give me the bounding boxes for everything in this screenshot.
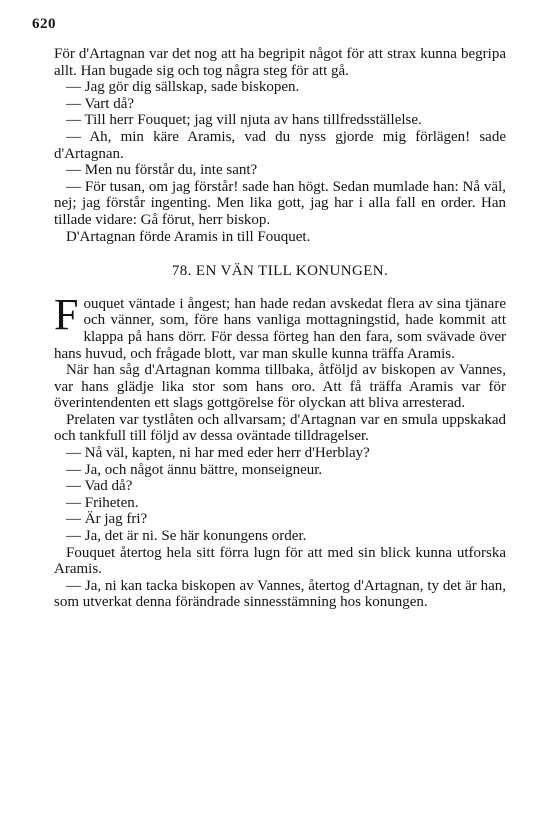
dialogue-line: — Nå väl, kapten, ni har med eder herr d'Herblay? <box>66 445 370 462</box>
dialogue-line: — Jag gör dig sällskap, sade biskopen. <box>66 79 300 96</box>
dialogue-line: — För tusan, om jag förstår! sade han högt. Sedan mumlade han: Nå väl, nej; jag förstår ingenting. Men lika gott, jag har i alla fall en order. Han tillade vidare: Gå förut, herr biskop. <box>54 178 506 228</box>
dialogue-line: — Friheten. <box>66 494 139 511</box>
dialogue-line: — Är jag fri? <box>66 511 148 528</box>
drop-cap: F <box>54 289 79 339</box>
dialogue-line: — Ja, ni kan tacka biskopen av Vannes, återtog d'Artagnan, ty det är han, som utverkat denna förändrade sinnesstämning hos konungen. <box>54 577 506 611</box>
chapter-heading: 78. EN VÄN TILL KONUNGEN. <box>171 263 389 280</box>
paragraph: Prelaten var tystlåten och allvarsam; d'Artagnan var en smula uppskakad och tankfull till följd av dessa oväntade tilldragelser. <box>54 411 506 445</box>
paragraph: D'Artagnan förde Aramis in till Fouquet. <box>66 228 311 245</box>
paragraph: Fouquet återtog hela sitt förra lugn för att med sin blick kunna utforska Aramis. <box>54 544 506 578</box>
dialogue-line: — Men nu förstår du, inte sant? <box>66 162 258 179</box>
paragraph: När han såg d'Artagnan komma tillbaka, åtföljd av biskopen av Vannes, var hans glädje lika stor som hans oro. Att få träffa Aramis var för överintendenten ett slags gottgörelse för olyckan att bliva arresterad. <box>54 362 506 412</box>
dialogue-line: — Ja, det är ni. Se här konungens order. <box>66 528 307 545</box>
chapter-first-paragraph <box>54 289 506 362</box>
dialogue-line: — Vad då? <box>66 478 133 495</box>
page-number: 620 <box>32 16 56 32</box>
first-paragraph-text: ouquet väntade i ångest; han hade redan avskedat flera av sina tjänare och vänner, som, före hans vanliga mottagningstid, hade kommit att klappa på hans dörr. För dessa förteg han den fara, som svävade över hans huvud, och frågade blott, var man skulle kunna träffa Aramis. <box>54 295 506 362</box>
dialogue-line: — Ah, min käre Aramis, vad du nyss gjorde mig förlägen! sade d'Artagnan. <box>54 128 506 162</box>
paragraph: För d'Artagnan var det nog att ha begripit något för att strax kunna begripa allt. Han bugade sig och tog några steg för att gå. <box>54 46 506 79</box>
dialogue-line: — Till herr Fouquet; jag vill njuta av hans tillfredsställelse. <box>66 112 422 129</box>
dialogue-line: — Vart då? <box>66 95 135 112</box>
page-text <box>54 46 506 611</box>
dialogue-line: — Ja, och något ännu bättre, monseigneur. <box>66 461 323 478</box>
